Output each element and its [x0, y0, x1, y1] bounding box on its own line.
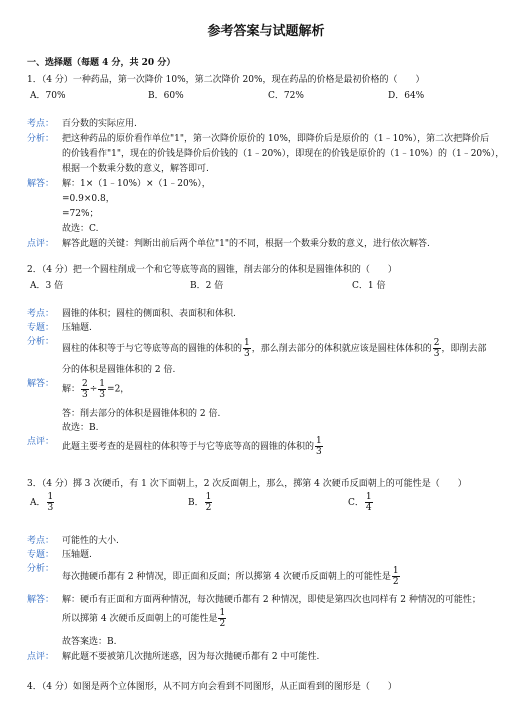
q2-kaodian: 圆锥的体积；圆柱的侧面积、表面积和体积. [62, 309, 236, 319]
q2-jieda-label: 解答： [27, 379, 55, 389]
q1-jieda-line-2: =0.9×0.8， [62, 194, 115, 204]
q1-fenxi-line-1: 把这种药品的原价看作单位"1"，第一次降价原价的 10%，即降价后是原价的（1﹣10%），第二次把降价后 [62, 134, 490, 144]
q3-dianping: 解此题不要被第几次抛所迷惑，因为每次抛硬币都有 2 中可能性. [62, 652, 320, 662]
q3-fenxi-line [62, 566, 401, 588]
q1-fenxi-line-3: 根据一个数乘分数的意义，解答即可. [62, 164, 209, 174]
q1-option-b: B．60% [148, 91, 184, 101]
q2-option-c: C．1 倍 [352, 281, 386, 291]
question-3-stem: 3．（4 分）掷 3 次硬币，有 1 次下面朝上，2 次反面朝上，那么，掷第 4 次硬币反面朝上的可能性是（ ） [27, 479, 467, 489]
q1-kaodian-label: 考点： [27, 119, 55, 129]
q2-jieda-choice: 故选：B. [62, 423, 99, 433]
q3-dianping-label: 点评： [27, 652, 55, 662]
q2-zhuanti: 压轴题. [62, 323, 92, 333]
section-heading: 一、选择题（每题 4 分，共 20 分） [27, 58, 176, 68]
page-title: 参考答案与试题解析 [207, 24, 325, 39]
q3-jieda-line-1: 解：硬币有正面和方面两种情况，每次抛硬币都有 2 种情况，即使是第四次也同样有 2 种情况的可能性； [62, 595, 481, 605]
fraction-one-third: $\frac{1}{3}$ [244, 338, 250, 359]
q2-dianping-line [62, 436, 324, 458]
q3-zhuanti-label: 专题： [27, 550, 55, 560]
q2-kaodian-label: 考点： [27, 309, 55, 319]
q2-fenxi-label: 分析： [27, 337, 55, 347]
q1-jieda-label: 解答： [27, 179, 55, 189]
q2-dianping-label: 点评： [27, 437, 55, 447]
q2-jie-prefix: 解： [62, 384, 81, 395]
q3-jieda-line-2 [62, 608, 227, 630]
q1-fenxi-label: 分析： [27, 134, 55, 144]
question-2-stem: 2．（4 分）把一个圆柱削成一个和它等底等高的圆锥，削去部分的体积是圆锥体积的（ ） [27, 265, 397, 275]
q3-option-a-letter: A． [30, 498, 46, 508]
q1-fenxi-line-2: 的价钱看作"1"，现在的价钱是降价后价钱的（1﹣20%），即现在的价钱是原价的（1﹣10%）的（1﹣20%）， [62, 149, 505, 159]
fraction-one-fourth: $\frac{1}{4}$ [365, 492, 372, 513]
q2-jieda-equation: 解： $\frac{2}{3}$ ÷ $\frac{1}{3}$ =2， [62, 378, 130, 400]
q3-jieda-label: 解答： [27, 595, 55, 605]
fraction-one-third: $\frac{1}{3}$ [316, 436, 322, 457]
q2-fenxi-text-a: 圆柱的体积等于与它等底等高的圆锥的体积的 [62, 344, 243, 354]
q1-kaodian: 百分数的实际应用. [62, 119, 137, 129]
q1-option-a: A．70% [30, 91, 66, 101]
fraction-one-half: $\frac{1}{2}$ [392, 566, 399, 587]
q3-fenxi-label: 分析： [27, 564, 55, 574]
q3-fenxi: 每次抛硬币都有 2 种情况，即正面和反面；所以掷第 4 次硬币反面朝上的可能性是 [62, 572, 391, 582]
question-4-stem: 4．（4 分）如图是两个立体图形，从不同方向会看到不同图形，从正面看到的图形是（ ） [27, 682, 397, 692]
q3-zhuanti: 压轴题. [62, 550, 92, 560]
fraction-two-thirds: $\frac{2}{3}$ [433, 338, 440, 359]
q2-option-b: B．2 倍 [190, 281, 224, 291]
q2-jie-suffix: =2， [107, 384, 130, 395]
q2-fenxi-line-2: 分的体积是圆锥体积的 2 倍. [62, 365, 176, 375]
q3-option-a [30, 492, 55, 514]
fraction-one-half: $\frac{1}{2}$ [205, 492, 212, 513]
q1-dianping: 解答此题的关键：判断出前后两个单位"1"的不同，根据一个数乘分数的意义，进行依次解答. [62, 239, 430, 249]
q3-jieda-line-3: 故答案选：B. [62, 637, 117, 647]
q2-fenxi-line-1 [62, 338, 487, 360]
fraction-two-thirds: $\frac{2}{3}$ [82, 378, 88, 400]
question-1-stem: 1．（4 分）一种药品，第一次降价 10%，第二次降价 20%，现在药品的价格是最初价格的（ ） [27, 75, 425, 85]
q3-kaodian-label: 考点： [27, 536, 55, 546]
q1-jieda-line-1: 解：1×（1﹣10%）×（1﹣20%）， [62, 179, 211, 189]
q1-jieda-line-4: 故选：C. [62, 224, 99, 234]
fraction-one-third: $\frac{1}{3}$ [99, 378, 106, 400]
q3-jieda-text: 所以掷第 4 次硬币反面朝上的可能性是 [62, 614, 218, 624]
q2-dianping: 此题主要考查的是圆柱的体积等于与它等底等高的圆锥的体积的 [62, 442, 315, 452]
q1-option-d: D．64% [388, 91, 425, 101]
q3-kaodian: 可能性的大小. [62, 536, 119, 546]
q1-dianping-label: 点评： [27, 239, 55, 249]
q3-option-b [188, 492, 213, 514]
q3-option-b-letter: B． [188, 498, 204, 508]
q1-jieda-line-3: =72%； [62, 209, 99, 219]
q3-option-c [348, 492, 374, 514]
fraction-one-third: $\frac{1}{3}$ [47, 492, 54, 513]
q2-fenxi-text-c: ，即削去部 [441, 344, 487, 354]
q2-jieda-answer: 答：削去部分的体积是圆锥体积的 2 倍. [62, 409, 221, 419]
q3-option-c-letter: C． [348, 498, 364, 508]
q1-option-c: C．72% [268, 91, 304, 101]
q2-zhuanti-label: 专题： [27, 323, 55, 333]
q2-fenxi-text-b: ，那么削去部分的体积就应该是圆柱体体积的 [251, 344, 432, 354]
fraction-one-half: $\frac{1}{2}$ [219, 608, 226, 629]
q2-option-a: A．3 倍 [30, 281, 64, 291]
